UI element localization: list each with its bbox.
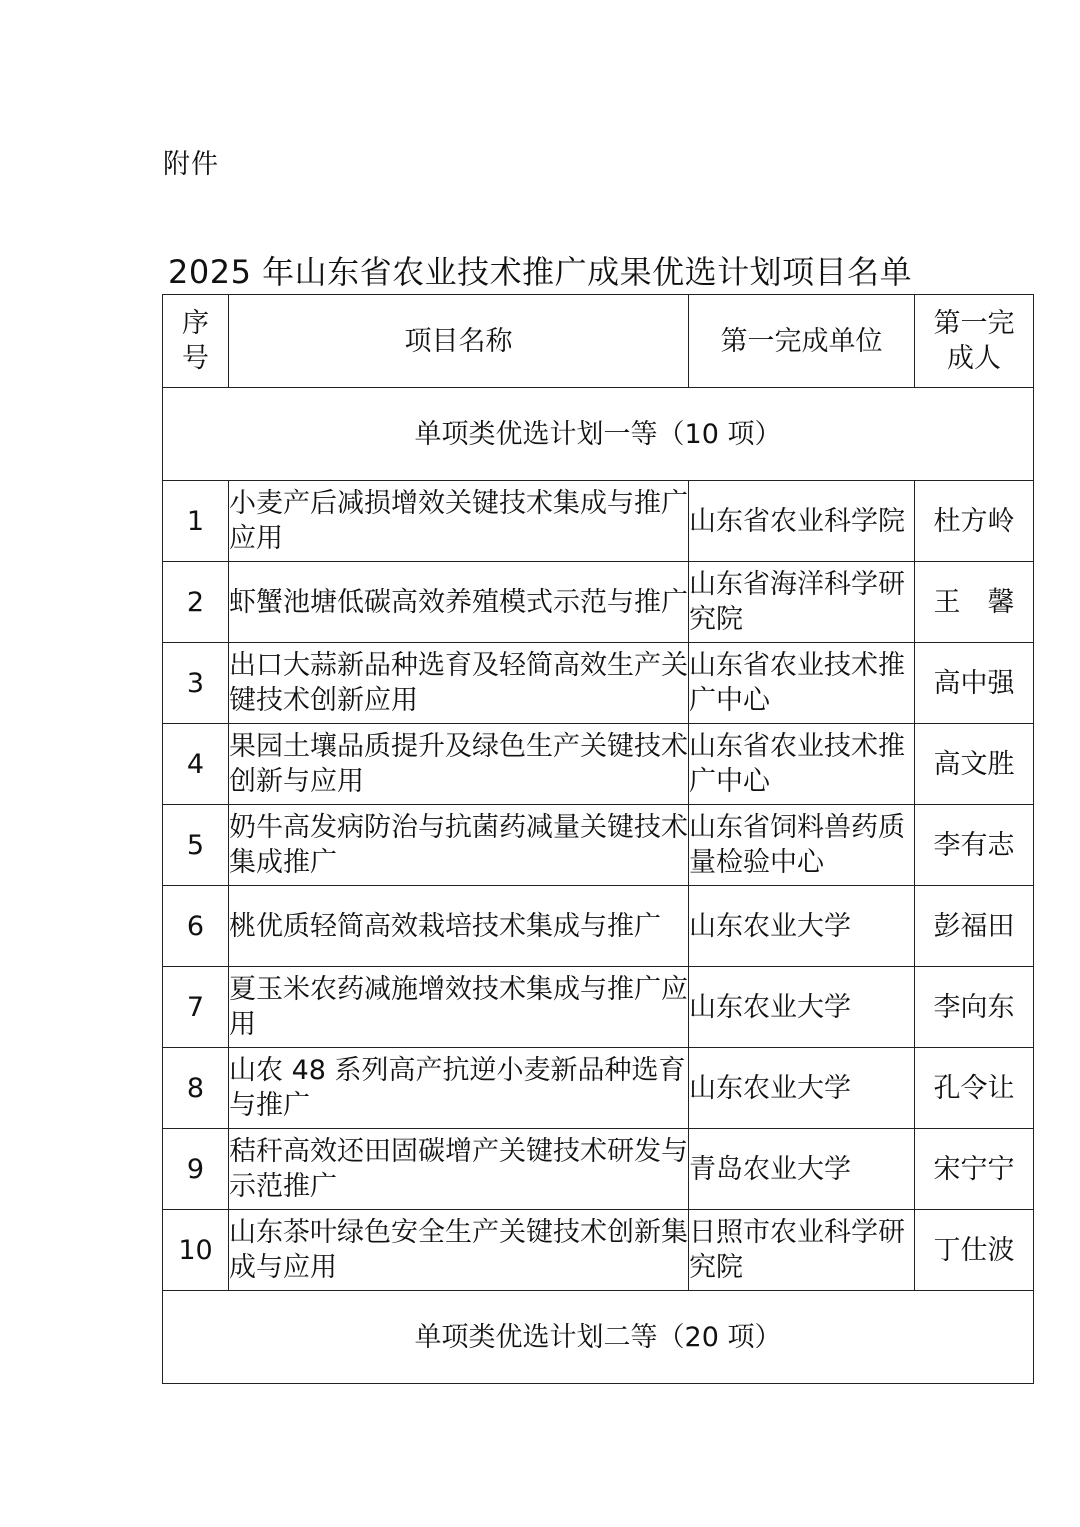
row-unit: 山东农业大学: [689, 886, 915, 967]
row-seq: 3: [163, 643, 229, 724]
row-project-name: 山农 48 系列高产抗逆小麦新品种选育与推广: [229, 1048, 689, 1129]
project-list-table: [162, 294, 1034, 1384]
row-project-name: 果园土壤品质提升及绿色生产关键技术创新与应用: [229, 724, 689, 805]
table-row: [163, 481, 1034, 562]
row-seq: 10: [163, 1210, 229, 1291]
row-project-name: 虾蟹池塘低碳高效养殖模式示范与推广: [229, 562, 689, 643]
table-row: [163, 1129, 1034, 1210]
row-seq: 2: [163, 562, 229, 643]
table-row: [163, 724, 1034, 805]
row-person: 王 馨: [915, 562, 1034, 643]
row-person: 丁仕波: [915, 1210, 1034, 1291]
category-row-second-class: [163, 1291, 1034, 1384]
row-person: 高文胜: [915, 724, 1034, 805]
table-row: [163, 562, 1034, 643]
row-unit: 山东省农业科学院: [689, 481, 915, 562]
row-project-name: 山东茶叶绿色安全生产关键技术创新集成与应用: [229, 1210, 689, 1291]
table-row: [163, 805, 1034, 886]
column-header-name: 项目名称: [229, 295, 689, 388]
row-unit: 山东省海洋科学研究院: [689, 562, 915, 643]
category-label: 单项类优选计划二等（20 项）: [163, 1291, 1034, 1384]
row-project-name: 夏玉米农药减施增效技术集成与推广应用: [229, 967, 689, 1048]
row-person: 杜方岭: [915, 481, 1034, 562]
row-person: 李有志: [915, 805, 1034, 886]
row-seq: 5: [163, 805, 229, 886]
row-unit: 山东省农业技术推广中心: [689, 643, 915, 724]
row-unit: 日照市农业科学研究院: [689, 1210, 915, 1291]
column-header-unit: 第一完成单位: [689, 295, 915, 388]
row-unit: 山东农业大学: [689, 1048, 915, 1129]
attachment-label: 附件: [163, 149, 219, 180]
row-person: 宋宁宁: [915, 1129, 1034, 1210]
row-person: 高中强: [915, 643, 1034, 724]
row-person: 孔令让: [915, 1048, 1034, 1129]
row-project-name: 小麦产后减损增效关键技术集成与推广应用: [229, 481, 689, 562]
row-project-name: 出口大蒜新品种选育及轻简高效生产关键技术创新应用: [229, 643, 689, 724]
table-row: [163, 967, 1034, 1048]
row-unit: 山东农业大学: [689, 967, 915, 1048]
category-label: 单项类优选计划一等（10 项）: [163, 388, 1034, 481]
row-seq: 8: [163, 1048, 229, 1129]
category-row-first-class: [163, 388, 1034, 481]
row-project-name: 奶牛高发病防治与抗菌药减量关键技术集成推广: [229, 805, 689, 886]
row-seq: 4: [163, 724, 229, 805]
row-project-name: 秸秆高效还田固碳增产关键技术研发与示范推广: [229, 1129, 689, 1210]
table-header-row: [163, 295, 1034, 388]
table-row: [163, 1210, 1034, 1291]
row-person: 彭福田: [915, 886, 1034, 967]
document-title: 2025 年山东省农业技术推广成果优选计划项目名单: [168, 253, 913, 291]
row-unit: 山东省饲料兽药质量检验中心: [689, 805, 915, 886]
row-person: 李向东: [915, 967, 1034, 1048]
column-header-seq: 序号: [163, 295, 229, 388]
row-unit: 青岛农业大学: [689, 1129, 915, 1210]
table-row: [163, 1048, 1034, 1129]
row-seq: 7: [163, 967, 229, 1048]
table-row: [163, 643, 1034, 724]
row-unit: 山东省农业技术推广中心: [689, 724, 915, 805]
row-seq: 6: [163, 886, 229, 967]
column-header-person: 第一完成人: [915, 295, 1034, 388]
row-project-name: 桃优质轻简高效栽培技术集成与推广: [229, 886, 689, 967]
table-row: [163, 886, 1034, 967]
row-seq: 1: [163, 481, 229, 562]
row-seq: 9: [163, 1129, 229, 1210]
